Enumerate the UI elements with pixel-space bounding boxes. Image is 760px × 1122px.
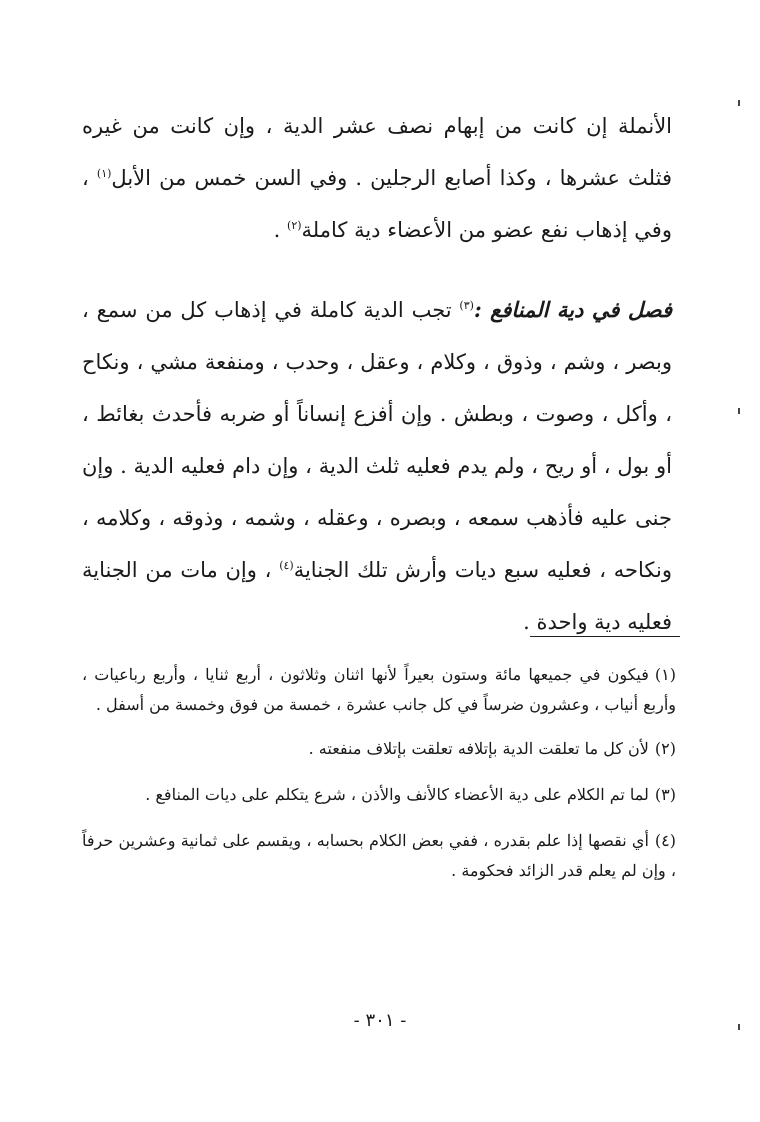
footnote-text: فيكون في جميعها مائة وستون بعيراً لأنها اثنان وثلاثون ، أربع ثنايا ، وأربع رباعيات ، وأربع أنياب ، وعشرون ضرساً في كل جانب عشرة ، خمسة من فوق وخمسة من أسفل . (82, 665, 676, 714)
footnote-number: (٤) (654, 831, 676, 850)
footnote-number: (٢) (654, 739, 676, 758)
paragraph-1-end: . (273, 218, 288, 242)
page-number: - ٣٠١ - (353, 1010, 407, 1031)
footnote-ref-4[interactable]: (٤) (279, 559, 294, 572)
paragraph-1-text-b: ، وفي إذهاب نفع عضو من الأعضاء دية كاملة (82, 166, 672, 242)
margin-mark (738, 1024, 740, 1030)
margin-mark (738, 100, 740, 106)
paragraph-2 (82, 284, 672, 648)
footnote-divider (530, 636, 680, 637)
footnote-4 (82, 826, 676, 886)
footnote-number: (١) (654, 665, 676, 684)
paragraph-1 (82, 100, 672, 256)
footnote-number: (٣) (654, 785, 676, 804)
footnote-3 (82, 780, 676, 810)
main-text (82, 100, 672, 648)
paragraph-1-text: الأنملة إن كانت من إبهام نصف عشر الدية ، وإن كانت من غيره فثلث عشرها ، وكذا أصابع الرجلين . وفي السن خمس من الأبل (82, 114, 672, 190)
margin-mark (738, 408, 740, 414)
footnotes (82, 660, 676, 902)
paragraph-2-text: تجب الدية كاملة في إذهاب كل من سمع ، وبصر ، وشم ، وذوق ، وكلام ، وعقل ، وحدب ، ومنفعة مشي ، ونكاح ، وأكل ، وصوت ، وبطش . وإن أفزع إنساناً أو ضربه فأحدث بغائط ، أو بول ، أو ريح ، ولم يدم فعليه ثلث الدية ، وإن دام فعليه الدية . وإن جنى عليه فأذهب سمعه ، وبصره ، وعقله ، وشمه ، وذوقه ، وكلامه ، ونكاحه ، فعليه سبع ديات وأرش تلك الجناية (82, 298, 672, 582)
section-heading: فصل في دية المنافع : (473, 297, 672, 322)
footnote-2 (82, 734, 676, 764)
footnote-ref-3[interactable]: (٣) (459, 299, 474, 312)
paragraph-2-end: ، وإن مات من الجناية فعليه دية واحدة . (82, 558, 672, 634)
footnote-1 (82, 660, 676, 720)
footnote-text: أي نقصها إذا علم بقدره ، ففي بعض الكلام بحسابه ، ويقسم على ثمانية وعشرين حرفاً ، وإن لم يعلم قدر الزائد فحكومة . (82, 831, 676, 880)
footnote-ref-2[interactable]: (٢) (287, 219, 302, 232)
footnote-text: لأن كل ما تعلقت الدية بإتلافه تعلقت بإتلاف منفعته . (308, 739, 649, 758)
footnote-text: لما تم الكلام على دية الأعضاء كالأنف والأذن ، شرع يتكلم على ديات المنافع . (145, 785, 649, 804)
footnote-ref-1[interactable]: (١) (96, 167, 112, 180)
